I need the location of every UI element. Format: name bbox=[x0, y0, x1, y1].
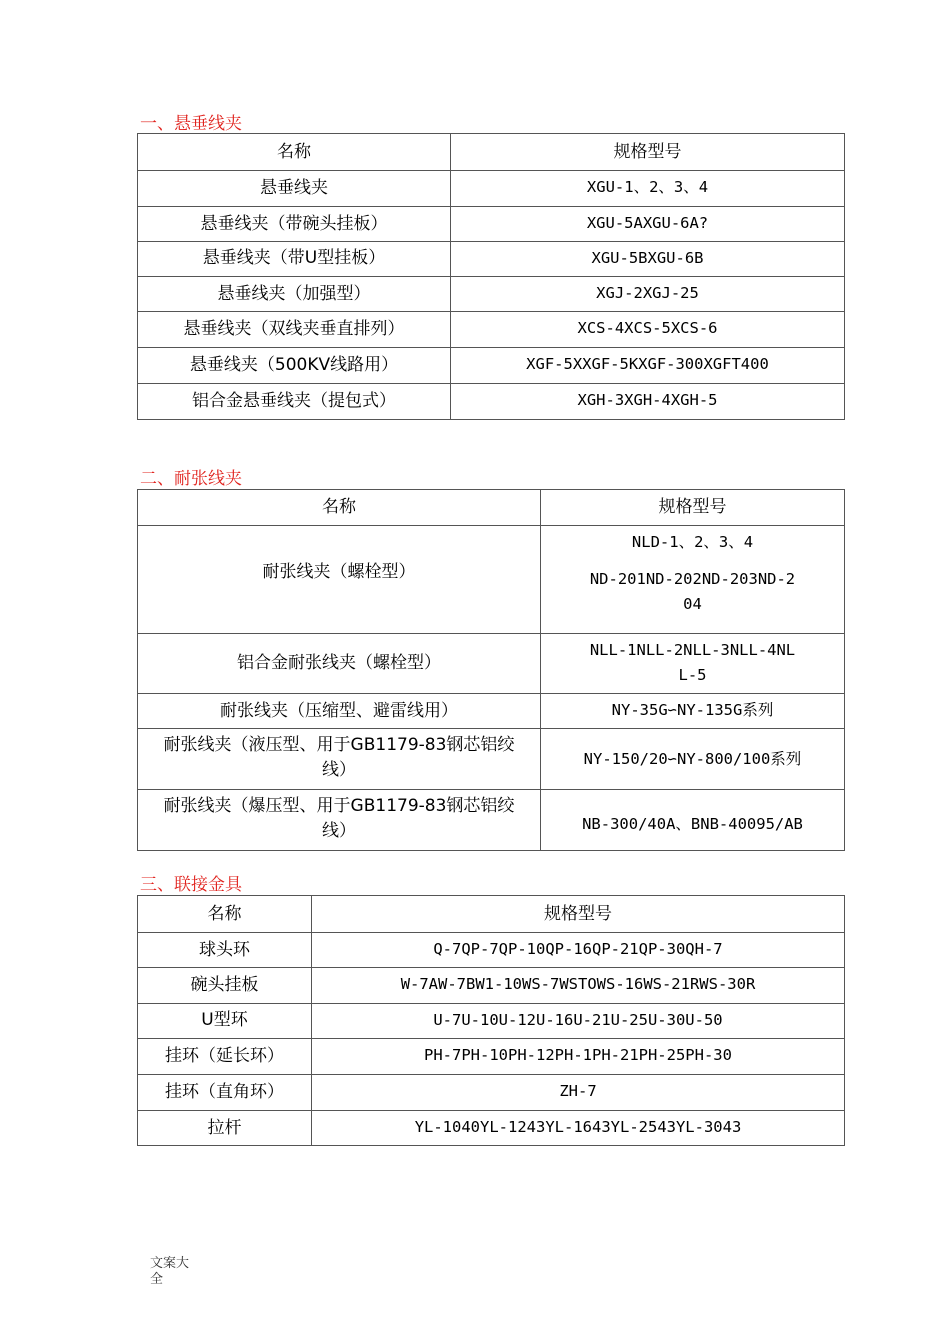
table-row bbox=[138, 207, 845, 242]
table-row bbox=[138, 694, 845, 729]
header-spec: 规格型号 bbox=[312, 896, 845, 933]
cell-name: 挂环（延长环） bbox=[138, 1039, 312, 1075]
header-spec: 规格型号 bbox=[451, 134, 845, 171]
table-row bbox=[138, 1004, 845, 1039]
table-row bbox=[138, 242, 845, 277]
section-title-tension-clamp: 二、耐张线夹 bbox=[140, 469, 242, 489]
table-row bbox=[138, 1039, 845, 1075]
cell-spec: Q-7QP-7QP-10QP-16QP-21QP-30QH-7 bbox=[312, 933, 845, 968]
cell-name: 铝合金耐张线夹（螺栓型） bbox=[138, 634, 541, 694]
page-footer: 文案大全 bbox=[150, 1256, 190, 1287]
spec-line: L-5 bbox=[678, 666, 707, 684]
cell-name: 悬垂线夹（带U型挂板） bbox=[138, 242, 451, 277]
header-name: 名称 bbox=[138, 490, 541, 526]
cell-spec: XGU-1、2、3、4 bbox=[451, 171, 845, 207]
cell-spec: ZH-7 bbox=[312, 1075, 845, 1111]
cell-spec: NB-300/40A、BNB-40095/AB bbox=[541, 790, 845, 851]
cell-spec: U-7U-10U-12U-16U-21U-25U-30U-50 bbox=[312, 1004, 845, 1039]
spec-line: 04 bbox=[683, 595, 702, 613]
cell-spec: XGJ-2XGJ-25 bbox=[451, 277, 845, 312]
table-header-row bbox=[138, 134, 845, 171]
cell-spec: XGU-5AXGU-6A? bbox=[451, 207, 845, 242]
table-row bbox=[138, 729, 845, 790]
table-row bbox=[138, 348, 845, 384]
table-row bbox=[138, 526, 845, 634]
cell-name: 悬垂线夹（带碗头挂板） bbox=[138, 207, 451, 242]
cell-spec: PH-7PH-10PH-12PH-1PH-21PH-25PH-30 bbox=[312, 1039, 845, 1075]
cell-name bbox=[138, 729, 541, 790]
table-row bbox=[138, 968, 845, 1004]
cell-spec: YL-1040YL-1243YL-1643YL-2543YL-3043 bbox=[312, 1111, 845, 1146]
table-header-row bbox=[138, 896, 845, 933]
table-row bbox=[138, 384, 845, 420]
table-row bbox=[138, 634, 845, 694]
spec-line: ND-201ND-202ND-203ND-2 bbox=[589, 570, 796, 588]
table-row bbox=[138, 790, 845, 851]
cell-name: 铝合金悬垂线夹（提包式） bbox=[138, 384, 451, 420]
section-title-suspension-clamp: 一、悬垂线夹 bbox=[140, 114, 242, 134]
cell-spec: XCS-4XCS-5XCS-6 bbox=[451, 312, 845, 348]
header-name: 名称 bbox=[138, 134, 451, 171]
cell-spec: XGF-5XXGF-5KXGF-300XGFT400 bbox=[451, 348, 845, 384]
cell-name: 悬垂线夹 bbox=[138, 171, 451, 207]
cell-spec bbox=[541, 634, 845, 694]
section-title-connecting-fittings: 三、联接金具 bbox=[140, 875, 242, 895]
name-line: 耐张线夹（液压型、用于GB1179-83钢芯铝绞 bbox=[163, 735, 515, 755]
name-line: 线） bbox=[322, 760, 356, 780]
cell-name: 拉杆 bbox=[138, 1111, 312, 1146]
name-line: 线） bbox=[322, 821, 356, 841]
cell-spec: XGU-5BXGU-6B bbox=[451, 242, 845, 277]
spec-line: NLL-1NLL-2NLL-3NLL-4NL bbox=[589, 641, 796, 659]
table-header-row bbox=[138, 490, 845, 526]
suspension-clamp-table bbox=[137, 133, 845, 420]
table-row bbox=[138, 171, 845, 207]
cell-name: 碗头挂板 bbox=[138, 968, 312, 1004]
table-row bbox=[138, 1111, 845, 1146]
cell-name: 挂环（直角环） bbox=[138, 1075, 312, 1111]
cell-spec: XGH-3XGH-4XGH-5 bbox=[451, 384, 845, 420]
cell-spec bbox=[541, 526, 845, 634]
cell-name bbox=[138, 790, 541, 851]
table-row bbox=[138, 312, 845, 348]
table-row bbox=[138, 277, 845, 312]
name-line: 耐张线夹（爆压型、用于GB1179-83钢芯铝绞 bbox=[163, 796, 515, 816]
cell-name: 悬垂线夹（500KV线路用） bbox=[138, 348, 451, 384]
table-row bbox=[138, 933, 845, 968]
cell-spec: NY-150/20∽NY-800/100系列 bbox=[541, 729, 845, 790]
table-row bbox=[138, 1075, 845, 1111]
spec-gap bbox=[547, 555, 838, 567]
cell-spec: W-7AW-7BW1-10WS-7WSTOWS-16WS-21RWS-30R bbox=[312, 968, 845, 1004]
cell-name: 球头环 bbox=[138, 933, 312, 968]
tension-clamp-table bbox=[137, 489, 845, 851]
cell-name: 耐张线夹（压缩型、避雷线用） bbox=[138, 694, 541, 729]
cell-name: U型环 bbox=[138, 1004, 312, 1039]
cell-name: 耐张线夹（螺栓型） bbox=[138, 526, 541, 634]
header-spec: 规格型号 bbox=[541, 490, 845, 526]
connecting-fittings-table bbox=[137, 895, 845, 1146]
header-name: 名称 bbox=[138, 896, 312, 933]
cell-name: 悬垂线夹（双线夹垂直排列） bbox=[138, 312, 451, 348]
spec-line: NLD-1、2、3、4 bbox=[631, 533, 754, 551]
cell-spec: NY-35G∽NY-135G系列 bbox=[541, 694, 845, 729]
cell-name: 悬垂线夹（加强型） bbox=[138, 277, 451, 312]
